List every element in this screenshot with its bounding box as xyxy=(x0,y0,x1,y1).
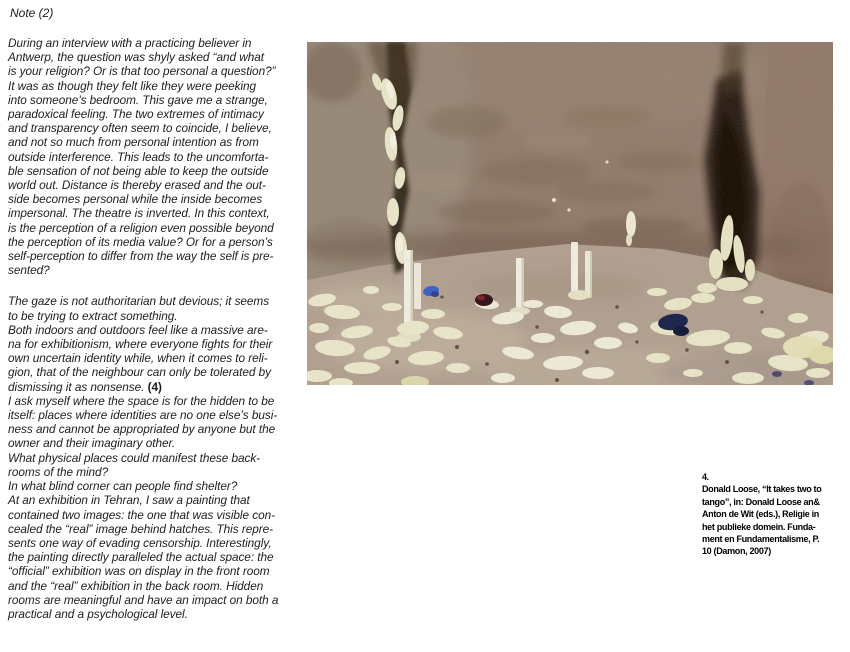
paragraph-2: The gaze is not authoritarian but devious; it seems to be trying to extract something. Both indoors and outdoors feel like a massive are- na for exhibitionism, where everyone fights for their own uncertain identity while, when it comes to reli- gion, that of the neighbour can only be tolerated by dismissing it as nonsense. (4) I ask myself where the space is for the hidden to be itself: places where identities are no one else’s busi- ness and cannot be appropriated by anyone but the owner and their imaginary other. What physical places could manifest these back- rooms of the mind? In what blind corner can people find shelter? At an exhibition in Tehran, I saw a painting that contained two images: the one that was visible con- cealed the “real” image behind hatches. This repre- sents one way of evading censorship. Interestingly, the painting directly paralleled the actual space: the “official” exhibition was on display in the front room and the “real” exhibition in the back room. Hidden rooms are meaningful and have an impact on both a practical and a psychological level. xyxy=(8,294,279,621)
paragraph-1: During an interview with a practicing believer in Antwerp, the question was shyly asked “and what is your religion? Or is that too personal a question?” It was as though they felt like they were peeking into someone’s bedroom. This gave me a strange, paradoxical feeling. The two extremes of intimacy and transparency often seem to coincide, I believe, and not so much from personal intention as from outside interference. This leads to the uncomforta- ble sensation of not being able to keep the outside world out. Distance is thereby erased and the out- side becomes personal while the inside becomes impersonal. The theatre is inverted. In this context, is the perception of a religion even possible beyond the perception of its media value? Or for a person’s self-perception to differ from the way the self is pre- sented? xyxy=(8,36,276,278)
footnote-citation: Donald Loose, “It takes two to tango”, in: Donald Loose an& Anton de Wit (eds.), Religie in het publieke domein. Funda- ment en Fundamentalisme, P. 10 (Damon, 2007) xyxy=(702,484,822,558)
shrine-photo-graphic xyxy=(307,42,833,385)
footnote xyxy=(702,472,843,559)
article-text xyxy=(8,36,308,621)
shrine-corner-photo xyxy=(307,42,833,385)
note-title: Note (2) xyxy=(10,6,54,20)
footnote-number: 4. xyxy=(702,472,709,483)
